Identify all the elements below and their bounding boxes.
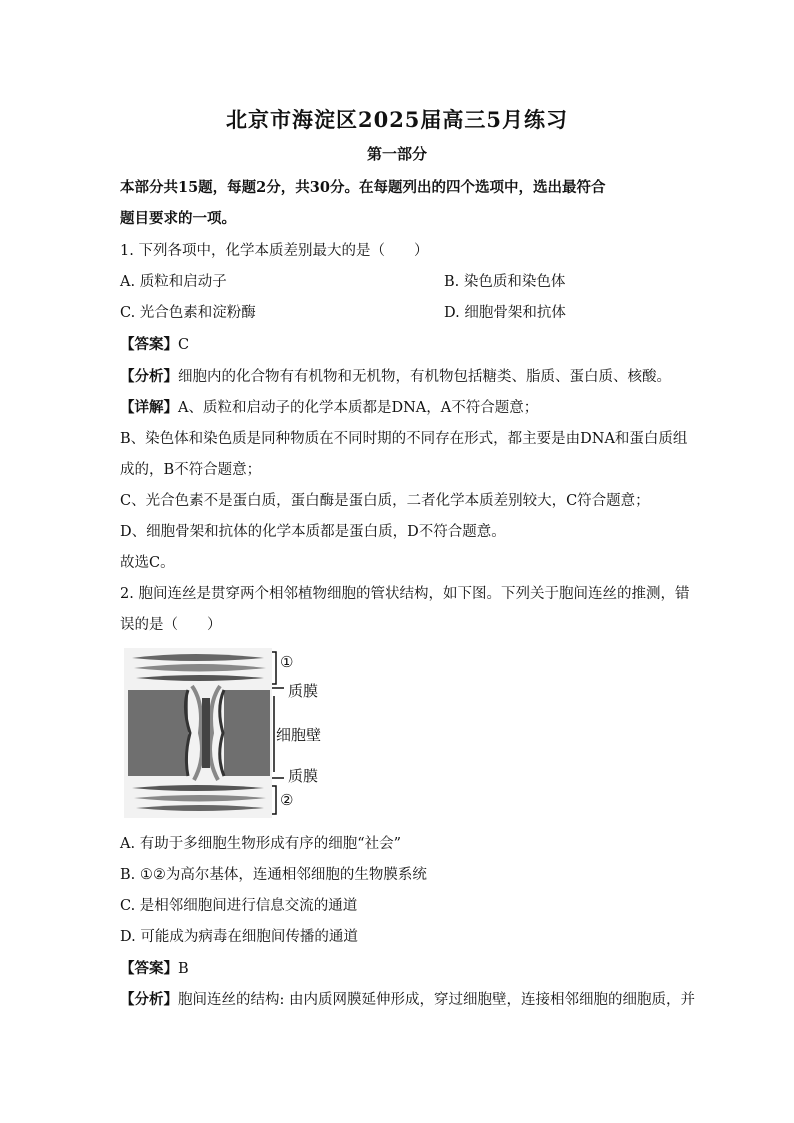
q2-option-b: B. ①②为高尔基体，连通相邻细胞的生物膜系统 bbox=[120, 867, 427, 883]
q2-option-d: D. 可能成为病毒在细胞间传播的通道 bbox=[120, 929, 358, 945]
detail-tag: 【详解】 bbox=[120, 399, 178, 416]
q1-detail-a bbox=[120, 396, 538, 417]
figure-label-1: ① bbox=[280, 653, 294, 671]
q1-conclusion: 故选C。 bbox=[120, 555, 175, 571]
page-title: 北京市海淀区2025届高三5月练习 bbox=[225, 107, 569, 132]
q2-analysis bbox=[120, 988, 695, 1009]
analysis-text: 胞间连丝的结构: 由内质网膜延伸形成，穿过细胞壁，连接相邻细胞的细胞质，并 bbox=[178, 992, 695, 1008]
q1-answer bbox=[120, 333, 189, 354]
answer-value: B bbox=[178, 961, 189, 977]
analysis-text: 细胞内的化合物有有机物和无机物，有机物包括糖类、脂质、蛋白质、核酸。 bbox=[178, 369, 671, 385]
plasmodesmata-figure bbox=[124, 648, 344, 818]
q1-option-b: B. 染色质和染色体 bbox=[444, 274, 566, 290]
q2-option-a: A. 有助于多细胞生物形成有序的细胞“社会” bbox=[120, 836, 402, 852]
instructions-line-1: 本部分共15题，每题2分，共30分。在每题列出的四个选项中，选出最符合 bbox=[120, 179, 606, 196]
analysis-tag: 【分析】 bbox=[120, 368, 178, 385]
part-heading: 第一部分 bbox=[366, 145, 427, 163]
q1-detail-c: C、光合色素不是蛋白质，蛋白酶是蛋白质，二者化学本质差别较大，C符合题意； bbox=[120, 493, 650, 509]
figure-label-membrane-bottom: 质膜 bbox=[288, 767, 319, 785]
figure-label-membrane-top: 质膜 bbox=[288, 682, 319, 700]
answer-value: C bbox=[178, 337, 190, 353]
analysis-tag: 【分析】 bbox=[120, 991, 178, 1008]
q1-option-d: D. 细胞骨架和抗体 bbox=[444, 305, 566, 321]
q1-detail-b-1: B、染色体和染色质是同种物质在不同时期的不同存在形式，都主要是由DNA和蛋白质组 bbox=[120, 431, 688, 447]
q1-option-c: C. 光合色素和淀粉酶 bbox=[120, 305, 256, 321]
q2-stem-2: 误的是（ ） bbox=[120, 617, 222, 633]
q1-detail-d: D、细胞骨架和抗体的化学本质都是蛋白质，D不符合题意。 bbox=[120, 524, 506, 540]
answer-tag: 【答案】 bbox=[120, 336, 178, 353]
q1-stem: 1. 下列各项中，化学本质差别最大的是（ ） bbox=[120, 243, 429, 259]
q1-analysis bbox=[120, 365, 671, 386]
q1-detail-b-2: 成的，B不符合题意； bbox=[120, 462, 262, 478]
q1-option-a: A. 质粒和启动子 bbox=[120, 274, 227, 290]
q2-answer bbox=[120, 957, 189, 978]
answer-tag: 【答案】 bbox=[120, 960, 178, 977]
q2-stem-1: 2. 胞间连丝是贯穿两个相邻植物细胞的管状结构，如下图。下列关于胞间连丝的推测，错 bbox=[120, 586, 690, 602]
q2-option-c: C. 是相邻细胞间进行信息交流的通道 bbox=[120, 898, 358, 914]
detail-text: A、质粒和启动子的化学本质都是DNA，A不符合题意； bbox=[178, 400, 539, 416]
instructions-line-2: 题目要求的一项。 bbox=[120, 210, 236, 227]
figure-label-2: ② bbox=[280, 791, 294, 809]
figure-label-cell-wall: 细胞壁 bbox=[276, 726, 322, 744]
